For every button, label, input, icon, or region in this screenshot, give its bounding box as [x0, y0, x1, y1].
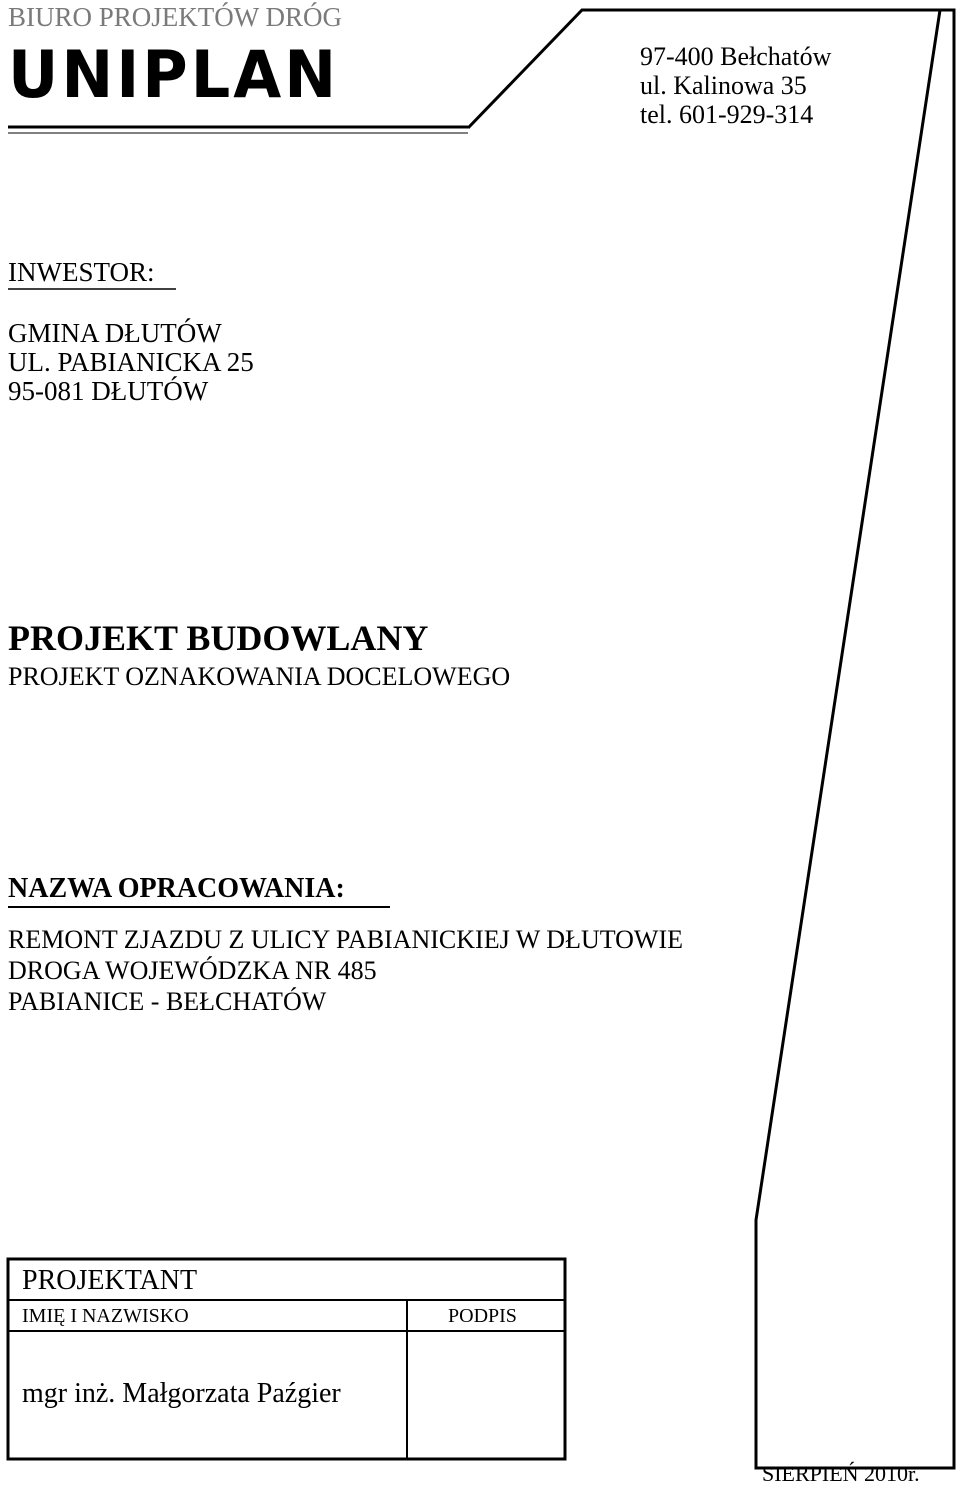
investor-line: 95-081 DŁUTÓW [8, 376, 209, 406]
designer-name-header: IMIĘ I NAZWISKO [22, 1305, 189, 1327]
designer-signature-header: PODPIS [448, 1305, 517, 1327]
investor-line: GMINA DŁUTÓW [8, 318, 222, 348]
address-line: tel. 601-929-314 [640, 100, 814, 129]
company-logo: UNIPLAN [8, 35, 340, 113]
designer-title: PROJEKTANT [22, 1265, 198, 1296]
document-date: SIERPIEŃ 2010r. [762, 1461, 920, 1486]
office-name: BIURO PROJEKTÓW DRÓG [8, 2, 343, 32]
investor-line: UL. PABIANICKA 25 [8, 347, 254, 377]
investor-label: INWESTOR: [8, 257, 155, 287]
project-type: PROJEKT BUDOWLANY [8, 618, 429, 658]
binding-outline [468, 10, 954, 1468]
work-line: REMONT ZJAZDU Z ULICY PABIANICKIEJ W DŁUTOWIE [8, 925, 684, 954]
work-line: DROGA WOJEWÓDZKA NR 485 [8, 956, 377, 985]
work-label: NAZWA OPRACOWANIA: [8, 873, 345, 904]
address-line: ul. Kalinowa 35 [640, 71, 807, 100]
address-line: 97-400 Bełchatów [640, 42, 832, 71]
project-subtitle: PROJEKT OZNAKOWANIA DOCELOWEGO [8, 662, 511, 691]
work-line: PABIANICE - BEŁCHATÓW [8, 987, 327, 1016]
designer-name: mgr inż. Małgorzata Paźgier [22, 1378, 341, 1409]
